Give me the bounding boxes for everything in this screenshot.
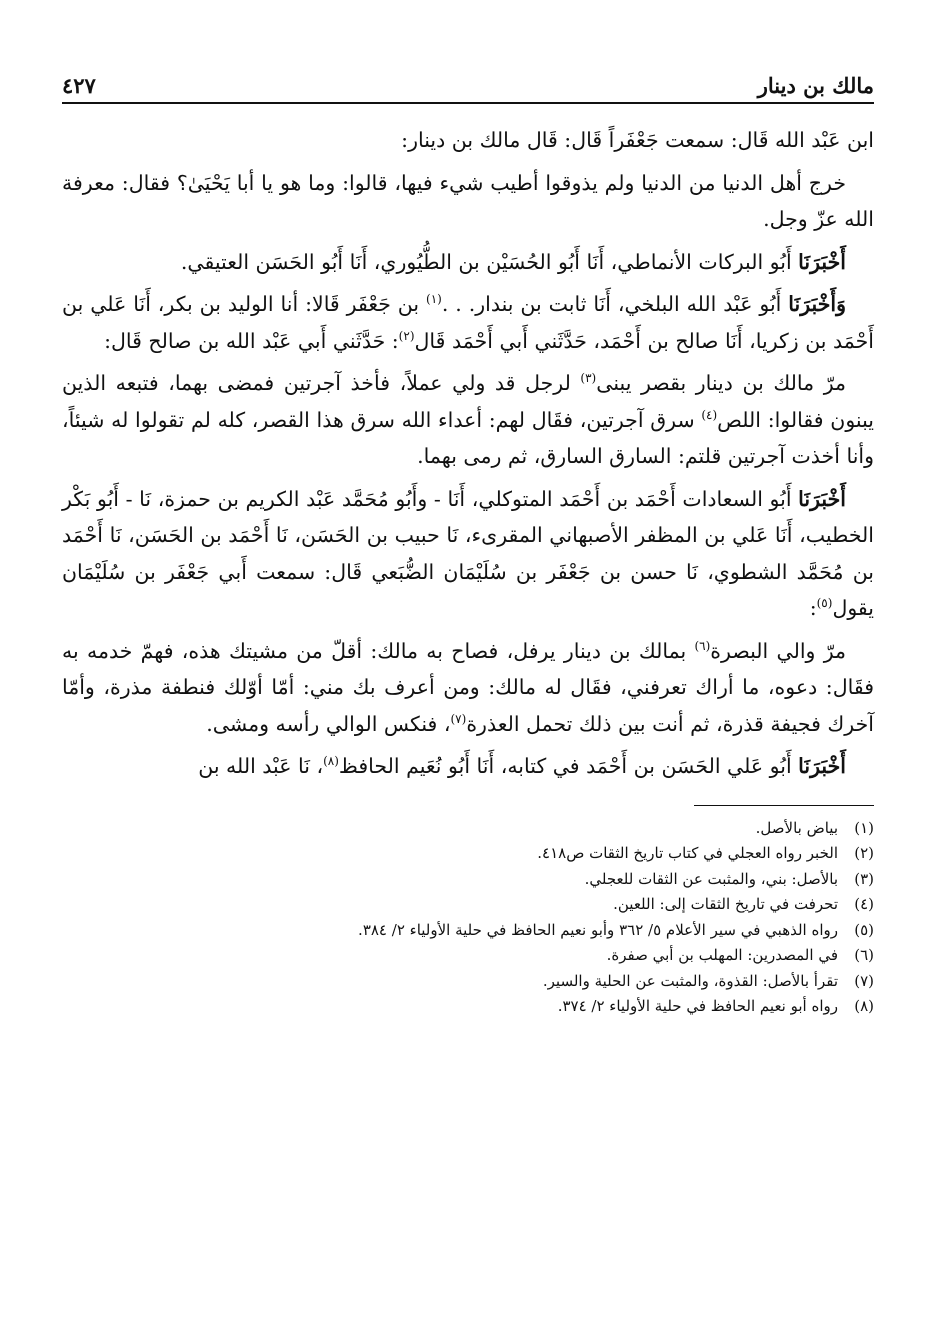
footnote-marker: (٨) bbox=[323, 754, 339, 769]
footnote bbox=[62, 969, 874, 995]
isnad-keyword: أَخْبَرَنَا bbox=[798, 754, 846, 778]
footnote-separator bbox=[694, 805, 874, 806]
footnote bbox=[62, 867, 874, 893]
footnote-marker: (٦) bbox=[694, 638, 711, 653]
book-page bbox=[62, 58, 874, 1288]
footnote-number: (٥) bbox=[854, 920, 874, 939]
footnote-number: (٤) bbox=[854, 895, 874, 913]
isnad-keyword: أَخْبَرَنَا bbox=[798, 486, 846, 511]
text-run: : حَدَّثَني أَبي عَبْد الله بن صالح قَال: bbox=[104, 328, 399, 353]
footnote-marker: (١) bbox=[426, 292, 442, 307]
footnote-number: (٣) bbox=[854, 869, 874, 888]
text-run: : bbox=[809, 596, 817, 620]
main-text bbox=[62, 122, 874, 785]
text-run: ، فنكس الوالي رأسه ومشى. bbox=[206, 711, 451, 736]
footnotes bbox=[62, 816, 874, 1020]
text-run: أَبُو البركات الأنماطي، أَنَا أَبُو الحُسَيْن بن الطُّيُوري، أَنَا أَبُو الحَسَن العتيقي. bbox=[180, 249, 799, 274]
page-header bbox=[62, 58, 874, 98]
text-run: ابن عَبْد الله قَال: سمعت جَعْفَراً قَال: قَال مالك بن دينار: bbox=[401, 128, 874, 152]
footnote-text: بالأصل: بني، والمثبت عن الثقات للعجلي. bbox=[584, 869, 838, 888]
footnote-text: رواه الذهبي في سير الأعلام ٥/ ٣٦٢ وأبو نعيم الحافظ في حلية الأولياء ٢/ ٣٨٤. bbox=[358, 920, 838, 939]
footnote-number: (١) bbox=[854, 818, 874, 837]
footnote bbox=[62, 918, 874, 944]
footnote-marker: (٢) bbox=[398, 328, 415, 343]
page-number: ٤٢٧ bbox=[62, 73, 96, 98]
text-run: خرج أهل الدنيا من الدنيا ولم يذوقوا أطيب شيء فيها، قالوا: وما هو يا أبا يَحْيَىٰ؟ فقال: معرفة الله عزّ وجل. bbox=[62, 170, 874, 231]
footnote bbox=[62, 943, 874, 969]
footnote-text: في المصدرين: المهلب بن أبي صفرة. bbox=[606, 946, 838, 964]
footnote-text: تحرفت في تاريخ الثقات إلى: اللعين. bbox=[613, 895, 838, 913]
footnote-text: الخبر رواه العجلي في كتاب تاريخ الثقات ص٤١٨. bbox=[537, 844, 838, 862]
footnote bbox=[62, 816, 874, 842]
paragraph bbox=[62, 748, 874, 785]
footnote-text: تقرأ بالأصل: القذوة، والمثبت عن الحلية والسير. bbox=[542, 971, 838, 990]
footnote-number: (٨) bbox=[854, 997, 874, 1015]
text-run: لرجل قد ولي عملاً، فأخذ آجرتين فمضى بهما، فتبعه الذين يبنون فقالوا: اللص bbox=[62, 371, 874, 432]
text-run: بمالك بن دينار يرفل، فصاح به مالك: أقلّ من مشيتك هذه، فهمّ خدمه به فقَال: دعوه، ما أراك تعرفني، فقَال له مالك: ومن أعرف بك مني: أمّا أوّلك فنطفة مذرة، وأمّا آخرك فجيفة قذرة، ثم أنت بين ذلك تحمل العذرة bbox=[62, 638, 874, 736]
footnote-number: (٦) bbox=[854, 946, 874, 964]
footnote-marker: (٤) bbox=[701, 407, 718, 422]
text-run: سرق آجرتين، فقَال لهم: أعداء الله سرق هذا القصر، كله لم تقولوا له شيئاً، وأنا أخذت آجرتين قلتم: السارق السارق، ثم رمى بهما. bbox=[62, 407, 874, 468]
footnote-marker: (٧) bbox=[450, 711, 467, 726]
paragraph bbox=[62, 165, 874, 238]
footnote-marker: (٣) bbox=[580, 371, 597, 386]
footnote-text: بياض بالأصل. bbox=[755, 818, 838, 837]
footnote-number: (٢) bbox=[854, 844, 874, 862]
paragraph bbox=[62, 481, 874, 627]
text-run: بن جَعْفَر قَالا: أنا الوليد بن بكر، أَنَا عَلي بن أَحْمَد بن زكريا، أَنَا صالح بن أَحْمَد، حَدَّثَني أَبي أَحْمَد قَال bbox=[62, 292, 874, 353]
running-title: مالك بن دينار bbox=[757, 73, 874, 98]
text-run: مرّ والي البصرة bbox=[710, 638, 847, 663]
header-rule bbox=[62, 102, 874, 104]
paragraph bbox=[62, 286, 874, 359]
isnad-keyword: وَأَخْبَرَنَا bbox=[788, 292, 846, 316]
text-run: أَبُو السعادات أَحْمَد بن أَحْمَد المتوكلي، أَنَا - وأَبُو مُحَمَّد عَبْد الكريم بن حمزة، نَا - أَبُو بَكْر الخطيب، أَنَا عَلي بن المظفر الأصبهاني المقرىء، نَا حبيب بن الحَسَن، نَا أَحْمَد بن الحَسَن، نَا أَحْمَد بن مُحَمَّد الشطوي، نَا حسن بن جَعْفَر بن سُلَيْمَان الضُّبَعي قَال: سمعت أَبي جَعْفَر بن سُلَيْمَان يقول bbox=[62, 486, 874, 620]
footnote-text: رواه أبو نعيم الحافظ في حلية الأولياء ٢/ ٣٧٤. bbox=[557, 997, 838, 1015]
footnote-marker: (٥) bbox=[816, 596, 833, 611]
footnote-number: (٧) bbox=[854, 971, 874, 990]
text-run: ، نَا عَبْد الله بن bbox=[198, 754, 324, 778]
footnote bbox=[62, 994, 874, 1020]
footnote bbox=[62, 841, 874, 867]
footnote bbox=[62, 892, 874, 918]
paragraph bbox=[62, 633, 874, 743]
paragraph bbox=[62, 365, 874, 475]
paragraph bbox=[62, 244, 874, 281]
text-run: أَبُو عَبْد الله البلخي، أَنَا ثابت بن بندار. . . bbox=[441, 292, 789, 316]
isnad-keyword: أَخْبَرَنَا bbox=[798, 249, 846, 274]
paragraph bbox=[62, 122, 874, 159]
text-run: مرّ مالك بن دينار بقصر يبنى bbox=[596, 371, 846, 395]
text-run: أَبُو عَلي الحَسَن بن أَحْمَد في كتابه، أَنَا أَبُو نُعَيم الحافظ bbox=[338, 754, 799, 778]
